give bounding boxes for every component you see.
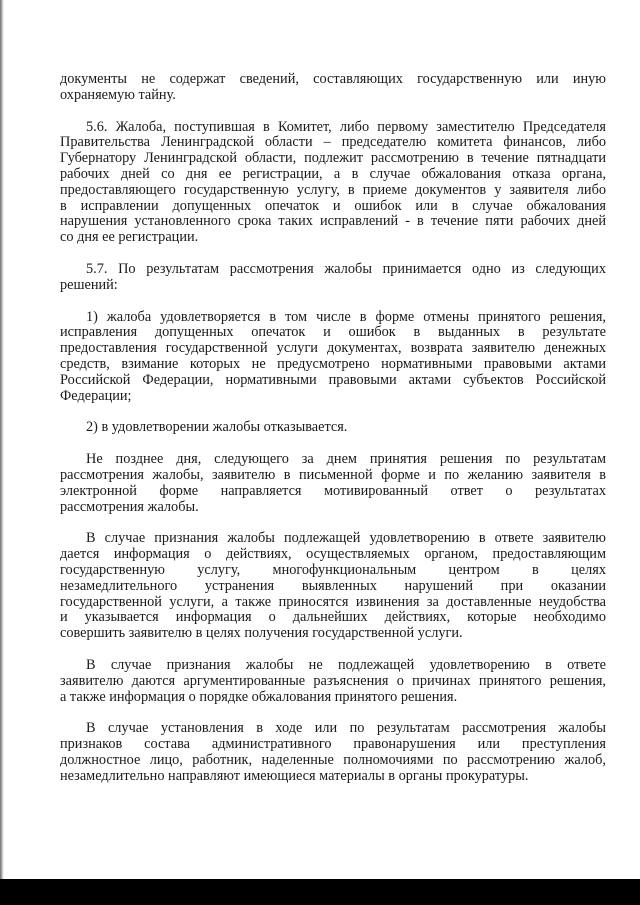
paragraph-continuation bbox=[60, 72, 606, 104]
text-line: и указывается информация о дальнейших действиях, которые необходимо bbox=[60, 609, 606, 626]
text-line: государственной услуги, а также приносятся извинения за доставленные неудобства bbox=[60, 593, 606, 610]
text-line: 5.7. По результатам рассмотрения жалобы принимается одно из следующих bbox=[86, 260, 606, 277]
text-line: Федерации; bbox=[60, 387, 132, 404]
text-line: средств, взимание которых не предусмотрено нормативными правовыми актами bbox=[60, 355, 606, 372]
text-line: заявителю даются аргументированные разъяснения о причинах принятого решения, bbox=[60, 672, 606, 689]
text-line: решений: bbox=[60, 276, 118, 293]
paragraph-complaint-not-satisfied bbox=[60, 658, 606, 705]
text-line: совершить заявителю в целях получения государственной услуги. bbox=[60, 625, 463, 642]
list-item-1 bbox=[60, 310, 606, 405]
text-line: Не позднее дня, следующего за днем принятия решения по результатам bbox=[86, 451, 606, 468]
text-line: 1) жалоба удовлетворяется в том числе в форме отмены принятого решения, bbox=[86, 308, 606, 325]
text-line: признаков состава административного правонарушения или преступления bbox=[60, 736, 606, 753]
text-line: охраняемую тайну. bbox=[60, 86, 176, 103]
scan-bottom-border bbox=[0, 879, 640, 905]
text-line: со дня ее регистрации. bbox=[60, 229, 199, 246]
text-line: а также информация о порядке обжалования принятого решения. bbox=[60, 688, 458, 705]
text-line: незамедлительно направляют имеющиеся материалы в органы прокуратуры. bbox=[60, 767, 529, 784]
text-line: предоставления государственной услуги документах, возврата заявителю денежных bbox=[60, 340, 606, 357]
scan-left-edge bbox=[0, 0, 4, 905]
text-line: должностное лицо, работник, наделенные полномочиями по рассмотрению жалоб, bbox=[60, 751, 606, 768]
paragraph-5-6 bbox=[60, 120, 606, 246]
paragraph-complaint-satisfied bbox=[60, 531, 606, 642]
text-line: предоставляющего государственную услугу, в приеме документов у заявителя либо bbox=[60, 181, 606, 198]
text-line: Правительства Ленинградской области – председателю комитета финансов, либо bbox=[60, 134, 606, 151]
text-line: нарушения установленного срока таких исправлений - в течение пяти рабочих дней bbox=[60, 213, 606, 230]
text-line: исправления допущенных опечаток и ошибок в выданных в результате bbox=[60, 324, 606, 341]
paragraph-offense-signs bbox=[60, 721, 606, 784]
text-line: 5.6. Жалоба, поступившая в Комитет, либо первому заместителю Председателя bbox=[86, 118, 606, 135]
text-line: Губернатору Ленинградской области, подлежит рассмотрению в течение пятнадцати bbox=[60, 150, 606, 167]
paragraph-5-7 bbox=[60, 262, 606, 294]
text-line: В случае признания жалобы подлежащей удовлетворению в ответе заявителю bbox=[86, 530, 606, 547]
text-line: дается информация о действиях, осуществляемых органом, предоставляющим bbox=[60, 546, 606, 563]
text-line: В случае установления в ходе или по результатам рассмотрения жалобы bbox=[86, 720, 606, 737]
text-line: в исправлении допущенных опечаток и ошибок или в случае обжалования bbox=[60, 197, 606, 214]
list-item-2 bbox=[60, 420, 606, 436]
paragraph-response-deadline bbox=[60, 452, 606, 515]
text-line: рассмотрения жалобы. bbox=[60, 498, 199, 515]
text-line: рассмотрения жалобы, заявителю в письменной форме и по желанию заявителя в bbox=[60, 466, 606, 483]
document-body bbox=[60, 72, 606, 784]
text-line: Российской Федерации, нормативными правовыми актами субъектов Российской bbox=[60, 371, 606, 388]
text-line: рабочих дней со дня ее регистрации, а в случае обжалования отказа органа, bbox=[60, 165, 606, 182]
text-line: государственную услугу, многофункциональным центром в целях bbox=[60, 561, 606, 578]
text-line: незамедлительного устранения выявленных нарушений при оказании bbox=[60, 577, 606, 594]
text-line: В случае признания жалобы не подлежащей удовлетворению в ответе bbox=[86, 656, 606, 673]
text-line: 2) в удовлетворении жалобы отказывается. bbox=[86, 419, 348, 436]
text-line: электронной форме направляется мотивированный ответ о результатах bbox=[60, 482, 606, 499]
text-line: документы не содержат сведений, составляющих государственную или иную bbox=[60, 71, 606, 87]
